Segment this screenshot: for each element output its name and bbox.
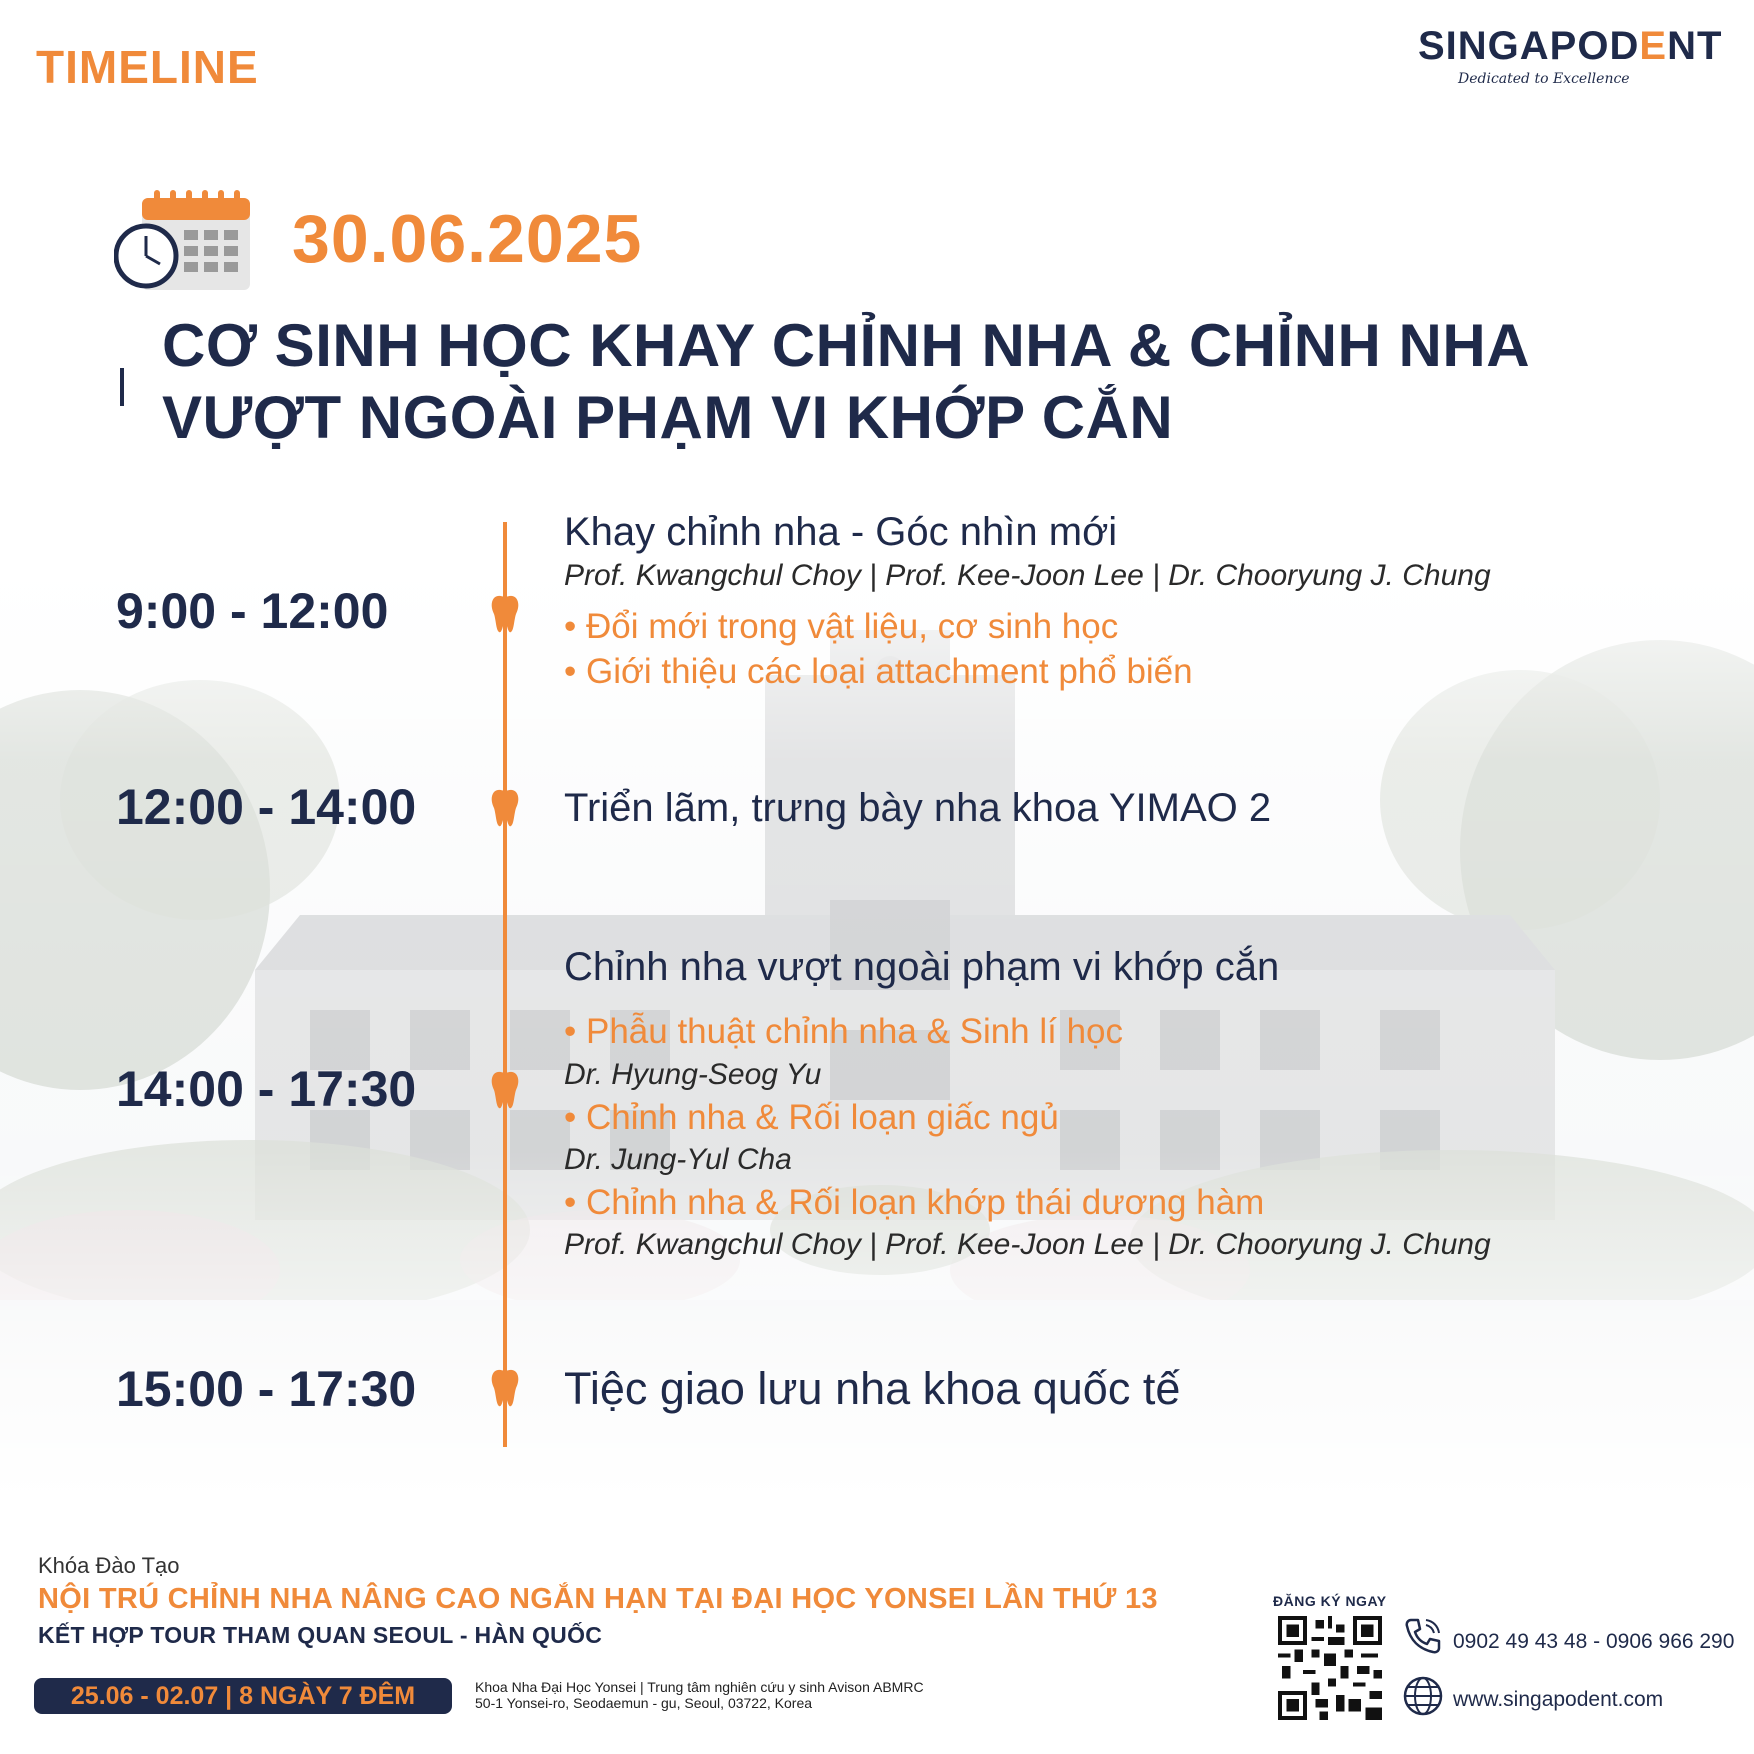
event-title bbox=[162, 310, 1530, 454]
calendar-clock-icon bbox=[114, 190, 254, 296]
logo-tagline: Dedicated to Excellence bbox=[1458, 71, 1630, 87]
schedule-title: Tiệc giao lưu nha khoa quốc tế bbox=[564, 1363, 1181, 1414]
register-label: ĐĂNG KÝ NGAY bbox=[1273, 1593, 1387, 1609]
phone-icon bbox=[1401, 1614, 1445, 1658]
contact-phone[interactable]: 0902 49 43 48 - 0906 966 290 bbox=[1453, 1630, 1735, 1653]
event-title-line1: CƠ SINH HỌC KHAY CHỈNH NHA & CHỈNH NHA bbox=[162, 312, 1531, 379]
schedule-title: Chỉnh nha vượt ngoài phạm vi khớp cắn bbox=[564, 945, 1280, 989]
tooth-icon bbox=[490, 594, 520, 634]
course-dates-badge: 25.06 - 02.07 | 8 NGÀY 7 ĐÊM bbox=[34, 1678, 452, 1714]
course-address bbox=[475, 1679, 924, 1711]
title-accent-bar bbox=[120, 368, 124, 406]
schedule-title: Khay chỉnh nha - Góc nhìn mới bbox=[564, 510, 1118, 554]
tooth-icon bbox=[490, 1070, 520, 1110]
schedule-topic: • Phẫu thuật chỉnh nha & Sinh lí học bbox=[564, 1012, 1124, 1051]
timeline-line bbox=[503, 522, 507, 1447]
schedule-title: Triển lãm, trưng bày nha khoa YIMAO 2 bbox=[564, 786, 1272, 830]
tooth-icon bbox=[490, 1368, 520, 1408]
course-title: NỘI TRÚ CHỈNH NHA NÂNG CAO NGẮN HẠN TẠI ĐẠI HỌC YONSEI LẦN THỨ 13 bbox=[38, 1583, 1158, 1615]
event-date: 30.06.2025 bbox=[292, 201, 643, 277]
timeline-heading: TIMELINE bbox=[36, 41, 259, 93]
schedule-speakers: Prof. Kwangchul Choy | Prof. Kee-Joon Lee | Dr. Chooryung J. Chung bbox=[564, 559, 1491, 592]
event-title-line2: VƯỢT NGOÀI PHẠM VI KHỚP CẮN bbox=[162, 384, 1174, 451]
schedule-time: 9:00 - 12:00 bbox=[116, 583, 389, 639]
logo-wordmark: SINGAPODENT bbox=[1418, 24, 1723, 68]
schedule-topic: • Giới thiệu các loại attachment phổ biến bbox=[564, 652, 1193, 691]
schedule-speaker: Dr. Hyung-Seog Yu bbox=[564, 1058, 822, 1091]
schedule-time: 15:00 - 17:30 bbox=[116, 1361, 417, 1417]
website-link[interactable]: www.singapodent.com bbox=[1453, 1688, 1664, 1711]
singapodent-logo bbox=[1418, 24, 1723, 104]
globe-icon bbox=[1401, 1674, 1445, 1718]
address-line: Khoa Nha Đại Học Yonsei | Trung tâm nghiên cứu y sinh Avison ABMRC bbox=[475, 1679, 924, 1695]
schedule-time: 12:00 - 14:00 bbox=[116, 779, 417, 835]
qr-code[interactable] bbox=[1278, 1616, 1382, 1720]
schedule-topic: • Chỉnh nha & Rối loạn giấc ngủ bbox=[564, 1098, 1059, 1137]
tooth-icon bbox=[490, 788, 520, 828]
schedule-topic: • Chỉnh nha & Rối loạn khớp thái dương hàm bbox=[564, 1183, 1265, 1222]
schedule-speaker: Prof. Kwangchul Choy | Prof. Kee-Joon Lee | Dr. Chooryung J. Chung bbox=[564, 1228, 1491, 1261]
address-line: 50-1 Yonsei-ro, Seodaemun - gu, Seoul, 03722, Korea bbox=[475, 1695, 813, 1711]
course-subtitle: KẾT HỢP TOUR THAM QUAN SEOUL - HÀN QUỐC bbox=[38, 1622, 603, 1648]
course-label: Khóa Đào Tạo bbox=[38, 1553, 180, 1578]
schedule-speaker: Dr. Jung-Yul Cha bbox=[564, 1143, 792, 1176]
schedule-topic: • Đổi mới trong vật liệu, cơ sinh học bbox=[564, 607, 1119, 646]
schedule-time: 14:00 - 17:30 bbox=[116, 1061, 417, 1117]
